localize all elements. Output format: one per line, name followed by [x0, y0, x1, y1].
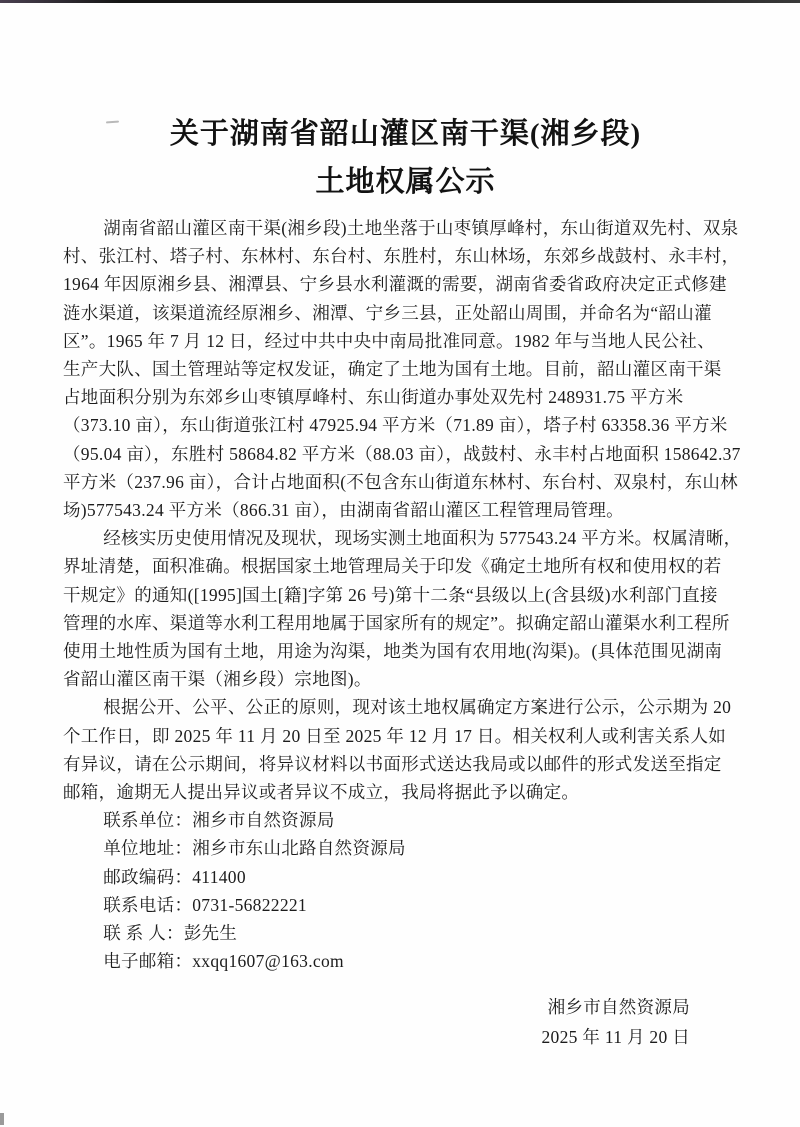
- contact-label: 邮政编码：: [103, 866, 193, 887]
- contact-row-phone: [63, 891, 748, 919]
- document-title: [63, 110, 748, 206]
- contact-label: 联 系 人：: [103, 923, 184, 944]
- contact-value: 彭先生: [183, 923, 238, 944]
- text-line: （95.04 亩），东胜村 58684.82 平方米（88.03 亩），战鼓村、永丰村占地面积 158642.37: [63, 443, 741, 464]
- text-line: 场)577543.24 平方米（866.31 亩），由湖南省韶山灌区工程管理局管理。: [63, 500, 624, 521]
- paragraph-publicity-period: [63, 693, 748, 806]
- text-line: 1964 年因原湘乡县、湘潭县、宁乡县水利灌溉的需要，湖南省委省政府决定正式修建: [63, 274, 727, 295]
- contact-value: 湘乡市自然资源局: [192, 810, 335, 831]
- text-line: 管理的水库、渠道等水利工程用地属于国家所有的规定”。拟确定韶山灌渠水利工程所: [63, 612, 730, 633]
- contact-row-person: [63, 919, 748, 947]
- scan-artifact: [0, 1113, 4, 1125]
- text-line: 界址清楚，面积准确。根据国家土地管理局关于印发《确定土地所有权和使用权的若: [63, 556, 722, 577]
- text-line: 湖南省韶山灌区南干渠(湘乡段)土地坐落于山枣镇厚峰村，东山街道双先村、双泉: [103, 218, 739, 238]
- contact-label: 电子邮箱：: [103, 951, 193, 972]
- text-line: 经核实历史使用情况及现状，现场实测土地面积为 577543.24 平方米。权属清晰，: [103, 528, 742, 549]
- text-line: 干规定》的通知([1995]国土[籍]字第 26 号)第十二条“县级以上(含县级)水利部门直接: [63, 584, 718, 605]
- notice-text: [63, 214, 748, 1052]
- text-line: 根据公开、公平、公正的原则，现对该土地权属确定方案进行公示，公示期为 20: [103, 697, 732, 718]
- text-line: 占地面积分别为东郊乡山枣镇厚峰村、东山街道办事处双先村 248931.75 平方米: [63, 387, 684, 408]
- contact-value: 湘乡市东山北路自然资源局: [192, 838, 406, 859]
- text-line: （373.10 亩），东山街道张江村 47925.94 平方米（71.89 亩），塔子村 63358.36 平方米: [63, 415, 728, 436]
- contact-label: 联系单位：: [103, 810, 193, 831]
- contact-value: 0731-56822221: [192, 894, 307, 915]
- text-line: 涟水渠道，该渠道流经原湘乡、湘潭、宁乡三县，正处韶山周围，并命名为“韶山灌: [63, 302, 712, 323]
- text-line: 省韶山灌区南干渠（湘乡段）宗地图)。: [63, 669, 372, 690]
- contact-label: 单位地址：: [103, 838, 193, 859]
- contact-value: 411400: [192, 866, 246, 887]
- title-line-2: 土地权属公示: [315, 166, 496, 198]
- paragraph-verification: [63, 524, 748, 693]
- text-line: 平方米（237.96 亩），合计占地面积(不包含东山街道东林村、东台村、双泉村，东山林: [63, 471, 738, 492]
- contact-row-postcode: [63, 863, 748, 891]
- title-line-1: 关于湖南省韶山灌区南干渠(湘乡段): [169, 118, 642, 150]
- signature-agency: 湘乡市自然资源局: [547, 997, 690, 1018]
- text-line: 邮箱，逾期无人提出异议或者异议不成立，我局将据此予以确定。: [63, 782, 580, 803]
- paragraph-overview: [63, 214, 748, 524]
- contact-row-email: [63, 947, 748, 975]
- contact-row-address: [63, 834, 748, 862]
- text-line: 村、张江村、塔子村、东林村、东台村、东胜村，东山林场，东郊乡战鼓村、永丰村，: [63, 246, 740, 267]
- contact-info: [63, 806, 748, 975]
- contact-value: xxqq1607@163.com: [192, 951, 344, 972]
- contact-label: 联系电话：: [103, 894, 193, 915]
- signature-block: [63, 992, 748, 1052]
- signature-date: 2025 年 11 月 20 日: [541, 1027, 690, 1048]
- document-body: [63, 0, 748, 1052]
- text-line: 使用土地性质为国有土地，用途为沟渠，地类为国有农用地(沟渠)。(具体范围见湖南: [63, 641, 723, 662]
- text-line: 区”。1965 年 7 月 12 日，经过中共中央中南局批准同意。1982 年与当地人民公社、: [63, 330, 715, 351]
- text-line: 有异议，请在公示期间，将异议材料以书面形式送达我局或以邮件的形式发送至指定: [63, 753, 722, 774]
- contact-row-unit: [63, 806, 748, 834]
- text-line: 个工作日，即 2025 年 11 月 20 日至 2025 年 12 月 17 日。相关权利人或利害关系人如: [63, 725, 727, 746]
- text-line: 生产大队、国土管理站等定权发证，确定了土地为国有土地。目前，韶山灌区南干渠: [63, 359, 722, 380]
